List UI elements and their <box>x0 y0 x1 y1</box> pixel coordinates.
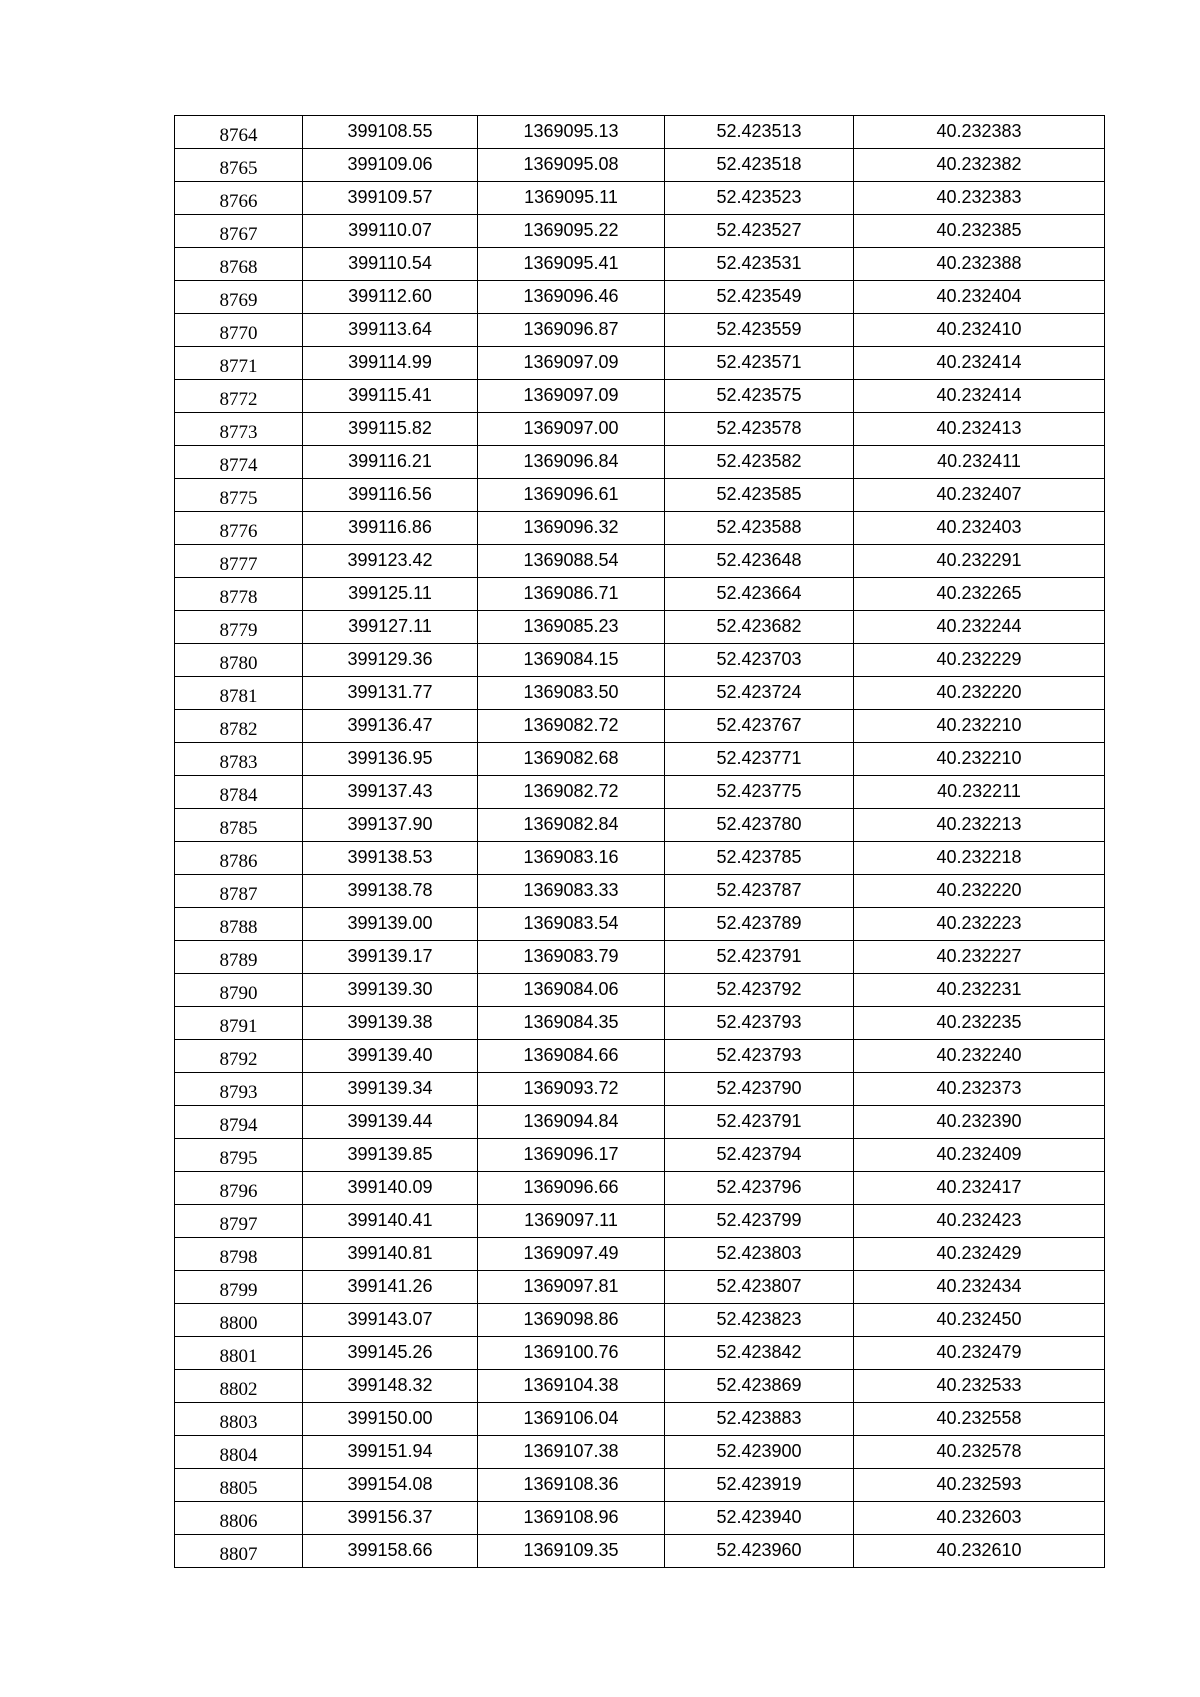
table-row <box>175 380 1105 413</box>
table-row <box>175 1403 1105 1436</box>
latitude-cell: 52.423803 <box>665 1238 854 1271</box>
y-coordinate-cell: 1369082.68 <box>478 743 665 776</box>
x-coordinate-cell: 399125.11 <box>303 578 478 611</box>
y-coordinate-cell: 1369096.61 <box>478 479 665 512</box>
x-coordinate-cell: 399112.60 <box>303 281 478 314</box>
point-number-cell: 8769 <box>175 281 303 314</box>
latitude-cell: 52.423771 <box>665 743 854 776</box>
x-coordinate-cell: 399137.90 <box>303 809 478 842</box>
latitude-cell: 52.423960 <box>665 1535 854 1568</box>
longitude-cell: 40.232558 <box>854 1403 1105 1436</box>
y-coordinate-cell: 1369097.00 <box>478 413 665 446</box>
longitude-cell: 40.232373 <box>854 1073 1105 1106</box>
y-coordinate-cell: 1369088.54 <box>478 545 665 578</box>
table-row <box>175 710 1105 743</box>
point-number-cell: 8776 <box>175 512 303 545</box>
table-row <box>175 1172 1105 1205</box>
table-row <box>175 446 1105 479</box>
point-number-cell: 8770 <box>175 314 303 347</box>
latitude-cell: 52.423793 <box>665 1040 854 1073</box>
latitude-cell: 52.423792 <box>665 974 854 1007</box>
table-row <box>175 545 1105 578</box>
y-coordinate-cell: 1369083.16 <box>478 842 665 875</box>
table-row <box>175 248 1105 281</box>
x-coordinate-cell: 399136.95 <box>303 743 478 776</box>
longitude-cell: 40.232244 <box>854 611 1105 644</box>
longitude-cell: 40.232213 <box>854 809 1105 842</box>
latitude-cell: 52.423588 <box>665 512 854 545</box>
x-coordinate-cell: 399145.26 <box>303 1337 478 1370</box>
point-number-cell: 8768 <box>175 248 303 281</box>
table-row <box>175 809 1105 842</box>
longitude-cell: 40.232229 <box>854 644 1105 677</box>
y-coordinate-cell: 1369095.22 <box>478 215 665 248</box>
table-row <box>175 1304 1105 1337</box>
longitude-cell: 40.232479 <box>854 1337 1105 1370</box>
table-row <box>175 908 1105 941</box>
x-coordinate-cell: 399139.40 <box>303 1040 478 1073</box>
y-coordinate-cell: 1369107.38 <box>478 1436 665 1469</box>
x-coordinate-cell: 399150.00 <box>303 1403 478 1436</box>
table-row <box>175 149 1105 182</box>
latitude-cell: 52.423571 <box>665 347 854 380</box>
latitude-cell: 52.423796 <box>665 1172 854 1205</box>
x-coordinate-cell: 399115.82 <box>303 413 478 446</box>
latitude-cell: 52.423559 <box>665 314 854 347</box>
y-coordinate-cell: 1369097.81 <box>478 1271 665 1304</box>
longitude-cell: 40.232291 <box>854 545 1105 578</box>
table-row <box>175 281 1105 314</box>
latitude-cell: 52.423807 <box>665 1271 854 1304</box>
longitude-cell: 40.232383 <box>854 182 1105 215</box>
x-coordinate-cell: 399131.77 <box>303 677 478 710</box>
longitude-cell: 40.232403 <box>854 512 1105 545</box>
table-row <box>175 512 1105 545</box>
longitude-cell: 40.232411 <box>854 446 1105 479</box>
x-coordinate-cell: 399154.08 <box>303 1469 478 1502</box>
latitude-cell: 52.423791 <box>665 941 854 974</box>
longitude-cell: 40.232414 <box>854 347 1105 380</box>
latitude-cell: 52.423785 <box>665 842 854 875</box>
x-coordinate-cell: 399123.42 <box>303 545 478 578</box>
point-number-cell: 8786 <box>175 842 303 875</box>
point-number-cell: 8775 <box>175 479 303 512</box>
y-coordinate-cell: 1369097.49 <box>478 1238 665 1271</box>
y-coordinate-cell: 1369085.23 <box>478 611 665 644</box>
longitude-cell: 40.232220 <box>854 677 1105 710</box>
table-row <box>175 1205 1105 1238</box>
y-coordinate-cell: 1369097.09 <box>478 380 665 413</box>
y-coordinate-cell: 1369093.72 <box>478 1073 665 1106</box>
longitude-cell: 40.232407 <box>854 479 1105 512</box>
y-coordinate-cell: 1369096.17 <box>478 1139 665 1172</box>
point-number-cell: 8802 <box>175 1370 303 1403</box>
longitude-cell: 40.232385 <box>854 215 1105 248</box>
y-coordinate-cell: 1369095.08 <box>478 149 665 182</box>
latitude-cell: 52.423582 <box>665 446 854 479</box>
x-coordinate-cell: 399139.34 <box>303 1073 478 1106</box>
longitude-cell: 40.232265 <box>854 578 1105 611</box>
longitude-cell: 40.232423 <box>854 1205 1105 1238</box>
point-number-cell: 8806 <box>175 1502 303 1535</box>
longitude-cell: 40.232413 <box>854 413 1105 446</box>
x-coordinate-cell: 399139.30 <box>303 974 478 1007</box>
x-coordinate-cell: 399116.56 <box>303 479 478 512</box>
point-number-cell: 8798 <box>175 1238 303 1271</box>
longitude-cell: 40.232533 <box>854 1370 1105 1403</box>
latitude-cell: 52.423775 <box>665 776 854 809</box>
table-row <box>175 182 1105 215</box>
latitude-cell: 52.423549 <box>665 281 854 314</box>
longitude-cell: 40.232404 <box>854 281 1105 314</box>
x-coordinate-cell: 399108.55 <box>303 116 478 149</box>
longitude-cell: 40.232211 <box>854 776 1105 809</box>
table-row <box>175 1436 1105 1469</box>
x-coordinate-cell: 399136.47 <box>303 710 478 743</box>
point-number-cell: 8805 <box>175 1469 303 1502</box>
table-row <box>175 1139 1105 1172</box>
longitude-cell: 40.232434 <box>854 1271 1105 1304</box>
x-coordinate-cell: 399148.32 <box>303 1370 478 1403</box>
longitude-cell: 40.232417 <box>854 1172 1105 1205</box>
x-coordinate-cell: 399109.06 <box>303 149 478 182</box>
latitude-cell: 52.423767 <box>665 710 854 743</box>
latitude-cell: 52.423585 <box>665 479 854 512</box>
latitude-cell: 52.423790 <box>665 1073 854 1106</box>
x-coordinate-cell: 399114.99 <box>303 347 478 380</box>
table-row <box>175 413 1105 446</box>
point-number-cell: 8793 <box>175 1073 303 1106</box>
longitude-cell: 40.232409 <box>854 1139 1105 1172</box>
point-number-cell: 8803 <box>175 1403 303 1436</box>
table-row <box>175 1007 1105 1040</box>
point-number-cell: 8781 <box>175 677 303 710</box>
point-number-cell: 8779 <box>175 611 303 644</box>
longitude-cell: 40.232220 <box>854 875 1105 908</box>
y-coordinate-cell: 1369096.84 <box>478 446 665 479</box>
table-row <box>175 974 1105 1007</box>
longitude-cell: 40.232603 <box>854 1502 1105 1535</box>
table-row <box>175 578 1105 611</box>
y-coordinate-cell: 1369083.33 <box>478 875 665 908</box>
point-number-cell: 8800 <box>175 1304 303 1337</box>
latitude-cell: 52.423793 <box>665 1007 854 1040</box>
y-coordinate-cell: 1369083.79 <box>478 941 665 974</box>
point-number-cell: 8807 <box>175 1535 303 1568</box>
point-number-cell: 8771 <box>175 347 303 380</box>
point-number-cell: 8767 <box>175 215 303 248</box>
y-coordinate-cell: 1369082.84 <box>478 809 665 842</box>
y-coordinate-cell: 1369098.86 <box>478 1304 665 1337</box>
latitude-cell: 52.423780 <box>665 809 854 842</box>
point-number-cell: 8801 <box>175 1337 303 1370</box>
point-number-cell: 8764 <box>175 116 303 149</box>
point-number-cell: 8766 <box>175 182 303 215</box>
coordinates-table-body <box>175 116 1105 1568</box>
longitude-cell: 40.232410 <box>854 314 1105 347</box>
longitude-cell: 40.232240 <box>854 1040 1105 1073</box>
table-row <box>175 875 1105 908</box>
y-coordinate-cell: 1369096.87 <box>478 314 665 347</box>
x-coordinate-cell: 399139.85 <box>303 1139 478 1172</box>
longitude-cell: 40.232610 <box>854 1535 1105 1568</box>
table-row <box>175 1271 1105 1304</box>
latitude-cell: 52.423682 <box>665 611 854 644</box>
latitude-cell: 52.423823 <box>665 1304 854 1337</box>
point-number-cell: 8791 <box>175 1007 303 1040</box>
table-row <box>175 842 1105 875</box>
longitude-cell: 40.232593 <box>854 1469 1105 1502</box>
y-coordinate-cell: 1369108.36 <box>478 1469 665 1502</box>
point-number-cell: 8790 <box>175 974 303 1007</box>
x-coordinate-cell: 399129.36 <box>303 644 478 677</box>
x-coordinate-cell: 399137.43 <box>303 776 478 809</box>
y-coordinate-cell: 1369106.04 <box>478 1403 665 1436</box>
table-row <box>175 215 1105 248</box>
latitude-cell: 52.423703 <box>665 644 854 677</box>
latitude-cell: 52.423794 <box>665 1139 854 1172</box>
point-number-cell: 8772 <box>175 380 303 413</box>
point-number-cell: 8783 <box>175 743 303 776</box>
x-coordinate-cell: 399141.26 <box>303 1271 478 1304</box>
x-coordinate-cell: 399139.17 <box>303 941 478 974</box>
longitude-cell: 40.232218 <box>854 842 1105 875</box>
y-coordinate-cell: 1369084.15 <box>478 644 665 677</box>
y-coordinate-cell: 1369097.09 <box>478 347 665 380</box>
x-coordinate-cell: 399116.86 <box>303 512 478 545</box>
point-number-cell: 8787 <box>175 875 303 908</box>
y-coordinate-cell: 1369084.35 <box>478 1007 665 1040</box>
table-row <box>175 314 1105 347</box>
x-coordinate-cell: 399140.09 <box>303 1172 478 1205</box>
table-row <box>175 1040 1105 1073</box>
longitude-cell: 40.232578 <box>854 1436 1105 1469</box>
point-number-cell: 8804 <box>175 1436 303 1469</box>
point-number-cell: 8785 <box>175 809 303 842</box>
latitude-cell: 52.423648 <box>665 545 854 578</box>
point-number-cell: 8795 <box>175 1139 303 1172</box>
point-number-cell: 8788 <box>175 908 303 941</box>
y-coordinate-cell: 1369100.76 <box>478 1337 665 1370</box>
table-row <box>175 677 1105 710</box>
x-coordinate-cell: 399110.07 <box>303 215 478 248</box>
y-coordinate-cell: 1369094.84 <box>478 1106 665 1139</box>
table-row <box>175 1370 1105 1403</box>
point-number-cell: 8789 <box>175 941 303 974</box>
longitude-cell: 40.232231 <box>854 974 1105 1007</box>
longitude-cell: 40.232210 <box>854 710 1105 743</box>
y-coordinate-cell: 1369095.13 <box>478 116 665 149</box>
point-number-cell: 8773 <box>175 413 303 446</box>
latitude-cell: 52.423518 <box>665 149 854 182</box>
y-coordinate-cell: 1369096.66 <box>478 1172 665 1205</box>
y-coordinate-cell: 1369083.50 <box>478 677 665 710</box>
x-coordinate-cell: 399139.38 <box>303 1007 478 1040</box>
table-row <box>175 116 1105 149</box>
longitude-cell: 40.232390 <box>854 1106 1105 1139</box>
latitude-cell: 52.423842 <box>665 1337 854 1370</box>
point-number-cell: 8794 <box>175 1106 303 1139</box>
point-number-cell: 8777 <box>175 545 303 578</box>
latitude-cell: 52.423869 <box>665 1370 854 1403</box>
x-coordinate-cell: 399143.07 <box>303 1304 478 1337</box>
x-coordinate-cell: 399116.21 <box>303 446 478 479</box>
latitude-cell: 52.423789 <box>665 908 854 941</box>
x-coordinate-cell: 399140.81 <box>303 1238 478 1271</box>
table-row <box>175 1502 1105 1535</box>
x-coordinate-cell: 399156.37 <box>303 1502 478 1535</box>
latitude-cell: 52.423513 <box>665 116 854 149</box>
point-number-cell: 8778 <box>175 578 303 611</box>
table-row <box>175 479 1105 512</box>
x-coordinate-cell: 399109.57 <box>303 182 478 215</box>
y-coordinate-cell: 1369104.38 <box>478 1370 665 1403</box>
point-number-cell: 8780 <box>175 644 303 677</box>
point-number-cell: 8765 <box>175 149 303 182</box>
latitude-cell: 52.423664 <box>665 578 854 611</box>
y-coordinate-cell: 1369095.11 <box>478 182 665 215</box>
table-row <box>175 611 1105 644</box>
longitude-cell: 40.232414 <box>854 380 1105 413</box>
point-number-cell: 8784 <box>175 776 303 809</box>
y-coordinate-cell: 1369108.96 <box>478 1502 665 1535</box>
latitude-cell: 52.423575 <box>665 380 854 413</box>
longitude-cell: 40.232388 <box>854 248 1105 281</box>
latitude-cell: 52.423523 <box>665 182 854 215</box>
point-number-cell: 8797 <box>175 1205 303 1238</box>
y-coordinate-cell: 1369084.66 <box>478 1040 665 1073</box>
latitude-cell: 52.423791 <box>665 1106 854 1139</box>
x-coordinate-cell: 399140.41 <box>303 1205 478 1238</box>
y-coordinate-cell: 1369084.06 <box>478 974 665 1007</box>
longitude-cell: 40.232429 <box>854 1238 1105 1271</box>
coordinates-table <box>174 115 1105 1568</box>
latitude-cell: 52.423799 <box>665 1205 854 1238</box>
x-coordinate-cell: 399127.11 <box>303 611 478 644</box>
latitude-cell: 52.423787 <box>665 875 854 908</box>
x-coordinate-cell: 399110.54 <box>303 248 478 281</box>
latitude-cell: 52.423919 <box>665 1469 854 1502</box>
x-coordinate-cell: 399139.00 <box>303 908 478 941</box>
table-row <box>175 1535 1105 1568</box>
x-coordinate-cell: 399113.64 <box>303 314 478 347</box>
y-coordinate-cell: 1369082.72 <box>478 776 665 809</box>
y-coordinate-cell: 1369096.32 <box>478 512 665 545</box>
longitude-cell: 40.232210 <box>854 743 1105 776</box>
x-coordinate-cell: 399158.66 <box>303 1535 478 1568</box>
longitude-cell: 40.232383 <box>854 116 1105 149</box>
point-number-cell: 8799 <box>175 1271 303 1304</box>
x-coordinate-cell: 399139.44 <box>303 1106 478 1139</box>
latitude-cell: 52.423531 <box>665 248 854 281</box>
y-coordinate-cell: 1369086.71 <box>478 578 665 611</box>
table-row <box>175 644 1105 677</box>
longitude-cell: 40.232235 <box>854 1007 1105 1040</box>
x-coordinate-cell: 399138.53 <box>303 842 478 875</box>
point-number-cell: 8796 <box>175 1172 303 1205</box>
latitude-cell: 52.423724 <box>665 677 854 710</box>
longitude-cell: 40.232223 <box>854 908 1105 941</box>
point-number-cell: 8774 <box>175 446 303 479</box>
table-row <box>175 941 1105 974</box>
longitude-cell: 40.232382 <box>854 149 1105 182</box>
table-row <box>175 1238 1105 1271</box>
y-coordinate-cell: 1369096.46 <box>478 281 665 314</box>
latitude-cell: 52.423527 <box>665 215 854 248</box>
latitude-cell: 52.423578 <box>665 413 854 446</box>
y-coordinate-cell: 1369109.35 <box>478 1535 665 1568</box>
point-number-cell: 8782 <box>175 710 303 743</box>
y-coordinate-cell: 1369082.72 <box>478 710 665 743</box>
x-coordinate-cell: 399115.41 <box>303 380 478 413</box>
y-coordinate-cell: 1369095.41 <box>478 248 665 281</box>
table-row <box>175 1337 1105 1370</box>
longitude-cell: 40.232227 <box>854 941 1105 974</box>
table-row <box>175 743 1105 776</box>
latitude-cell: 52.423900 <box>665 1436 854 1469</box>
latitude-cell: 52.423883 <box>665 1403 854 1436</box>
point-number-cell: 8792 <box>175 1040 303 1073</box>
table-row <box>175 1106 1105 1139</box>
table-row <box>175 347 1105 380</box>
latitude-cell: 52.423940 <box>665 1502 854 1535</box>
table-row <box>175 1469 1105 1502</box>
y-coordinate-cell: 1369097.11 <box>478 1205 665 1238</box>
x-coordinate-cell: 399151.94 <box>303 1436 478 1469</box>
table-row <box>175 776 1105 809</box>
x-coordinate-cell: 399138.78 <box>303 875 478 908</box>
table-row <box>175 1073 1105 1106</box>
y-coordinate-cell: 1369083.54 <box>478 908 665 941</box>
longitude-cell: 40.232450 <box>854 1304 1105 1337</box>
